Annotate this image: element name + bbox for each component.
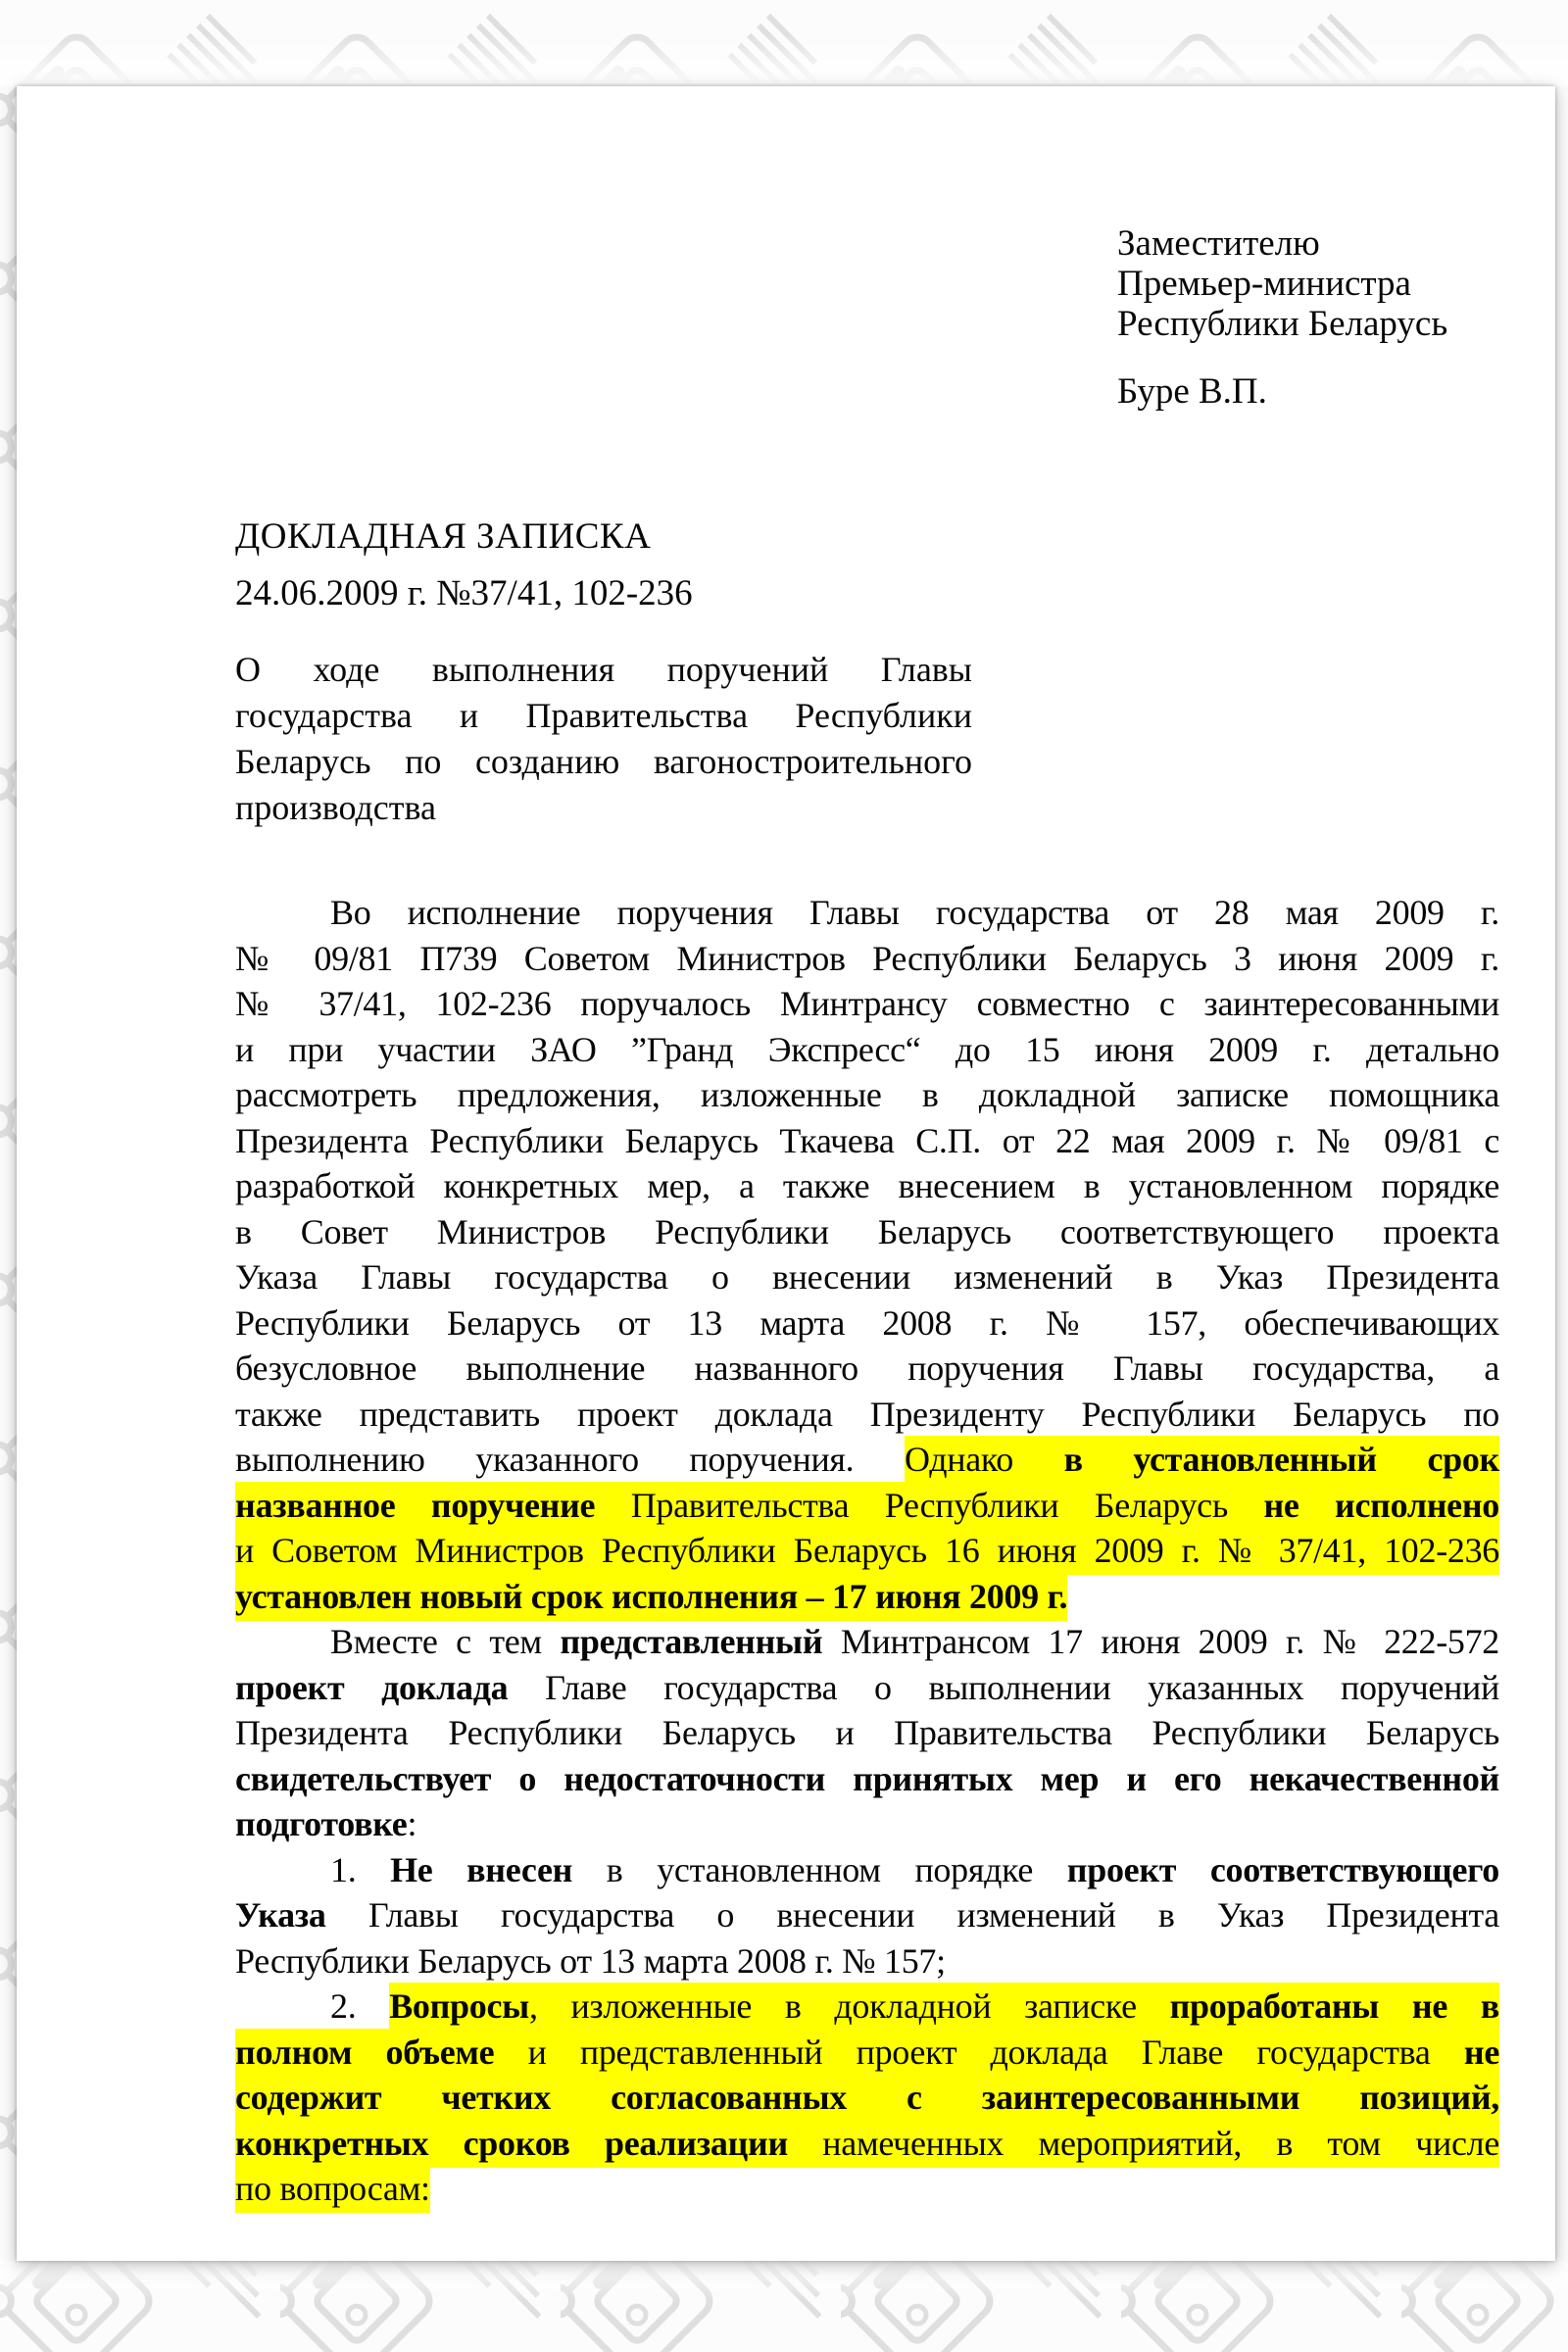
body-line — [235, 1665, 1499, 1711]
text-segment: проект доклада — [235, 1667, 509, 1707]
highlighted-text-segment: не исполнено — [1263, 1482, 1499, 1530]
text-segment: и при участии ЗАО ”Гранд Экспресс“ до 15 июня 2009 г. детально — [235, 1029, 1499, 1069]
text-segment: Вместе с тем — [330, 1622, 561, 1661]
text-segment: выполнению указанного поручения. — [235, 1440, 906, 1479]
text-segment: разработкой конкретных мер, а также внесением в установленном порядке — [235, 1166, 1499, 1205]
text-segment: 2. — [330, 1986, 390, 2026]
body-line — [235, 1072, 1499, 1118]
highlighted-text-segment: Вопросы — [389, 1983, 529, 2031]
text-segment: Беларусь по созданию вагоностроительного — [235, 742, 972, 781]
text-segment: № 09/81 П739 Советом Министров Республики Беларусь 3 июня 2009 г. — [235, 938, 1499, 978]
body-text — [235, 890, 1499, 2212]
highlighted-text-segment: полном объеме — [235, 2029, 494, 2077]
recipient-line: Премьер-министра — [1117, 264, 1411, 304]
body-line — [235, 890, 1499, 936]
body-line — [235, 1801, 1499, 1847]
recipient-line: Заместителю — [1117, 223, 1320, 264]
body-line — [235, 1346, 1499, 1392]
text-segment: свидетельствует о недостаточности принятых мер и его некачественной — [235, 1758, 1499, 1798]
body-line — [235, 2075, 1499, 2121]
body-line — [235, 1528, 1499, 1574]
body-line — [235, 2030, 1499, 2076]
body-line — [235, 1938, 1499, 1984]
subject-line — [235, 739, 972, 785]
highlighted-text-segment: конкретных сроков реализации — [235, 2120, 788, 2168]
body-line — [235, 1847, 1499, 1893]
body-line — [235, 1118, 1499, 1164]
text-segment: производства — [235, 788, 436, 827]
body-line — [235, 1163, 1499, 1209]
highlighted-text-segment: , изложенные в докладной записке — [529, 1983, 1170, 2031]
document-title: ДОКЛАДНАЯ ЗАПИСКА — [235, 516, 652, 557]
highlighted-text-segment: названное поручение — [235, 1482, 631, 1530]
text-segment: Главы государства о внесении изменений в Указ Президента — [325, 1895, 1499, 1935]
document-page — [17, 86, 1555, 2261]
body-line — [235, 1254, 1499, 1300]
text-segment: проект соответствующего — [1066, 1849, 1499, 1889]
highlighted-text-segment: не — [1464, 2029, 1499, 2077]
highlighted-text-segment: установлен новый срок исполнения – 17 июня 2009 г. — [235, 1573, 1067, 1621]
body-line — [235, 2166, 1499, 2212]
subject-line — [235, 647, 972, 693]
text-segment: Указа — [235, 1895, 326, 1935]
subject-block — [235, 647, 972, 831]
text-segment: Указа Главы государства о внесении изменений в Указ Президента — [235, 1257, 1499, 1297]
text-segment: также представить проект доклада Президенту Республики Беларусь по — [235, 1394, 1499, 1434]
body-line — [235, 1027, 1499, 1073]
text-segment: 1. — [330, 1849, 391, 1889]
highlighted-text-segment: содержит четких согласованных с заинтересованными позиций, — [235, 2074, 1499, 2122]
text-segment: в установленном порядке — [572, 1849, 1067, 1889]
text-segment: : — [407, 1804, 417, 1843]
body-line — [235, 2121, 1499, 2167]
body-line — [235, 1619, 1499, 1665]
document-number-line: 24.06.2009 г. №37/41, 102-236 — [235, 573, 693, 613]
text-segment: рассмотреть предложения, изложенные в докладной записке помощника — [235, 1075, 1499, 1114]
body-line — [235, 1300, 1499, 1347]
highlighted-text-segment: и Советом Министров Республики Беларусь 16 июня 2009 г. № 37/41, 102-236 — [235, 1527, 1499, 1575]
body-line — [235, 1756, 1499, 1802]
text-segment: № 37/41, 102-236 поручалось Минтрансу совместно с заинтересованными — [235, 984, 1499, 1023]
recipient-name: Буре В.П. — [1117, 371, 1267, 412]
recipient-line: Республики Беларусь — [1117, 304, 1448, 344]
highlighted-text-segment: проработаны не в — [1170, 1983, 1499, 2031]
highlighted-text-segment: намеченных мероприятий, в том числе — [788, 2120, 1499, 2168]
body-line — [235, 1437, 1499, 1483]
subject-line — [235, 693, 972, 739]
text-segment: Президента Республики Беларусь Ткачева С.П. от 22 мая 2009 г. № 09/81 с — [235, 1120, 1499, 1160]
recipient-block — [1117, 223, 1447, 412]
text-segment: Во исполнение поручения Главы государства от 28 мая 2009 г. — [330, 893, 1499, 932]
highlighted-text-segment: и представленный проект доклада Главе государства — [494, 2029, 1464, 2077]
text-segment: Главе государства о выполнении указанных поручений — [508, 1667, 1499, 1707]
body-line — [235, 1710, 1499, 1756]
text-segment: Не внесен — [390, 1849, 573, 1889]
text-segment: представленный — [560, 1622, 823, 1661]
body-line — [235, 936, 1499, 982]
highlighted-text-segment: Однако — [905, 1436, 1064, 1484]
body-line — [235, 1892, 1499, 1938]
text-segment: безусловное выполнение названного поручения Главы государства, а — [235, 1348, 1499, 1388]
highlighted-text-segment: в установленный срок — [1064, 1436, 1499, 1484]
text-segment: Минтрансом 17 июня 2009 г. № 222-572 — [822, 1622, 1499, 1661]
body-line — [235, 1483, 1499, 1529]
body-line — [235, 1392, 1499, 1438]
highlighted-text-segment: Правительства Республики Беларусь — [631, 1482, 1264, 1530]
text-segment: Президента Республики Беларусь и Правительства Республики Беларусь — [235, 1713, 1499, 1752]
body-line — [235, 1209, 1499, 1255]
body-line — [235, 1574, 1499, 1620]
text-segment: государства и Правительства Республики — [235, 696, 972, 735]
subject-line — [235, 785, 972, 831]
text-segment: подготовке — [235, 1804, 408, 1843]
highlighted-text-segment: по вопросам: — [235, 2165, 430, 2213]
body-line — [235, 981, 1499, 1027]
body-line — [235, 1984, 1499, 2030]
text-segment: Республики Беларусь от 13 марта 2008 г. № 157, обеспечивающих — [235, 1302, 1499, 1343]
text-segment: Республики Беларусь от 13 марта 2008 г. № 157; — [235, 1940, 946, 1981]
text-segment: О ходе выполнения поручений Главы — [235, 650, 972, 689]
text-segment: в Совет Министров Республики Беларусь соответствующего проекта — [235, 1211, 1499, 1251]
